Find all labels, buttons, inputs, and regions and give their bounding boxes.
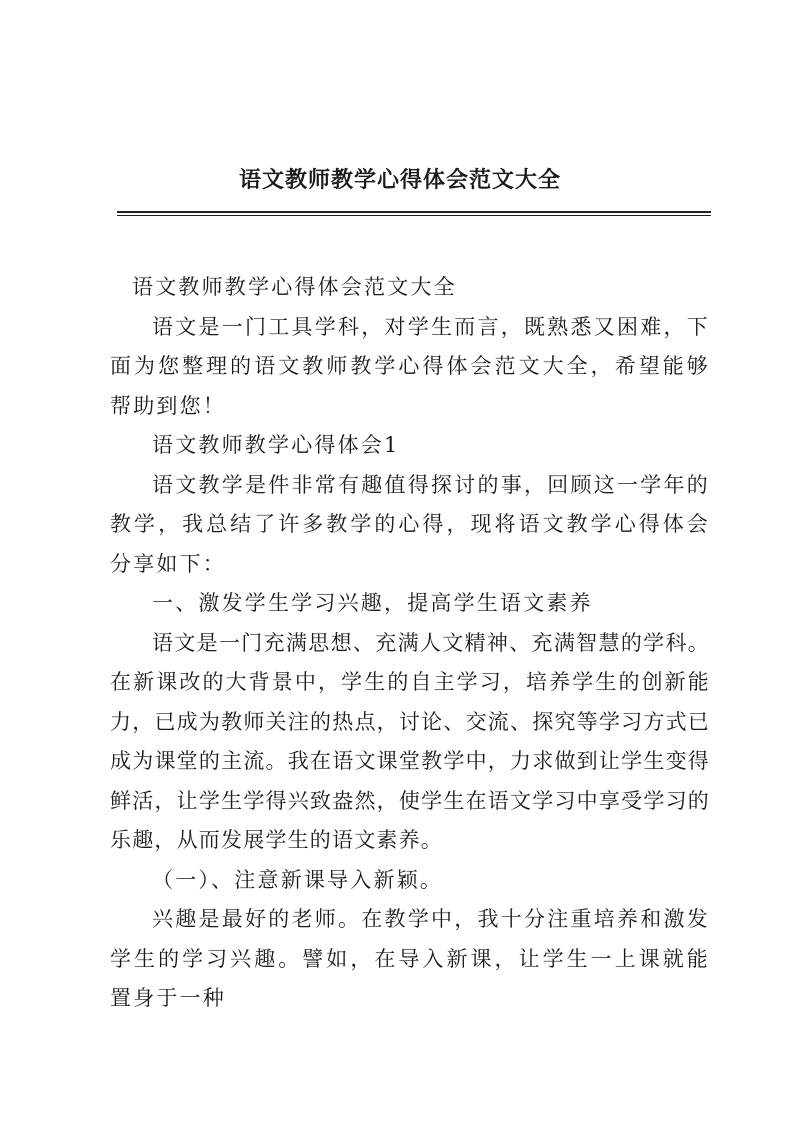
subsection-heading-1: （一）、注意新课导入新颖。 xyxy=(152,867,444,892)
section-heading-1: 一、激发学生学习兴趣，提高学生语文素养 xyxy=(152,591,593,615)
paragraph-heading: 语文教师教学心得体会范文大全 xyxy=(132,275,457,299)
title-rule-thin xyxy=(117,215,711,216)
document-title: 语文教师教学心得体会范文大全 xyxy=(238,167,561,193)
paragraph-section-1: 语文是一门充满思想、充满人文精神、充满智慧的学科。在新课改的大背景中，学生的自主学习，培养学生的创新能力，已成为教师关注的热点，讨论、交流、探究等学习方式已成为课堂的主流。我在语文课堂教学中，力求做到让学生变得鲜活，让学生学得兴致盎然，使学生在语文学习中享受学习的乐趣，从而发展学生的语文素养。 xyxy=(110,630,710,852)
paragraph-intro: 语文是一门工具学科，对学生而言，既熟悉又困难，下面为您整理的语文教师教学心得体会范文大全，希望能够帮助到您！ xyxy=(110,314,710,418)
paragraph-interest: 兴趣是最好的老师。在教学中，我十分注重培养和激发学生的学习兴趣。譬如，在导入新课，让学生一上课就能置身于一种 xyxy=(110,907,710,1010)
paragraph-opening: 语文教学是件非常有趣值得探讨的事，回顾这一学年的教学，我总结了许多教学的心得，现将语文教学心得体会分享如下： xyxy=(110,472,710,576)
document-body xyxy=(110,268,710,1019)
title-rule-thick xyxy=(117,211,711,213)
paragraph-subtitle: 语文教师教学心得体会1 xyxy=(152,433,400,457)
